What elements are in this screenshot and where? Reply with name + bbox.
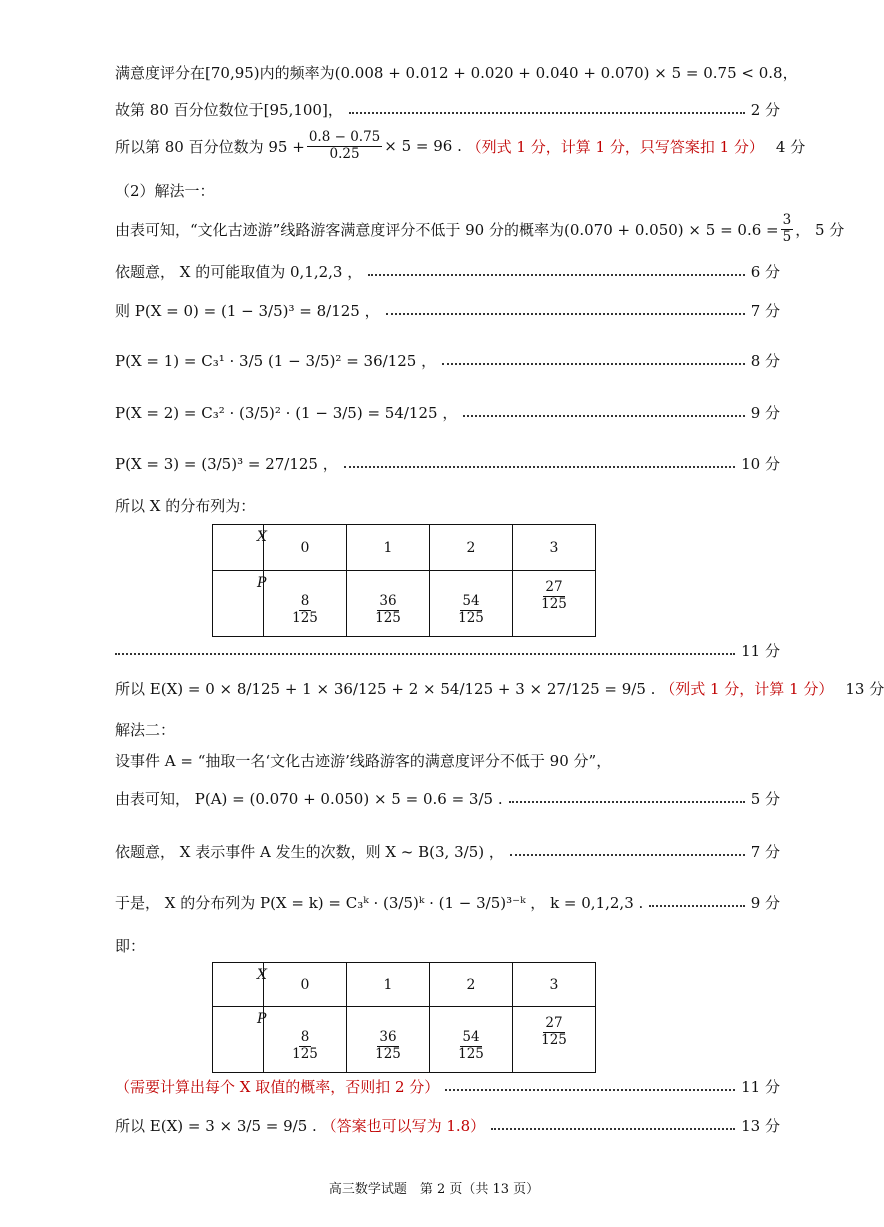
page-footer: 高三数学试题 第 2 页（共 13 页）: [328, 1182, 540, 1197]
score: 11 分: [741, 642, 780, 660]
p-value: $\frac{36}{125}$: [347, 571, 430, 637]
line-p3: P(X = 3) = (3/5)³ = 27/125 ， 10 分: [115, 455, 780, 473]
grading-note: （列式 1 分，计算 1 分）: [660, 680, 834, 698]
dot-leader: [368, 274, 744, 276]
score: 13 分: [741, 1117, 780, 1135]
score: 2 分: [750, 101, 780, 119]
x-value: 1: [347, 525, 430, 571]
line-possible-values: 依题意， X 的可能取值为 0,1,2,3 ， 6 分: [115, 263, 780, 281]
p-value: $\frac{54}{125}$: [430, 1007, 513, 1073]
score: 7 分: [750, 843, 780, 861]
score: 6 分: [750, 263, 780, 281]
grading-note: （答案也可以写为 1.8）: [321, 1117, 486, 1135]
line-general-distribution: 于是， X 的分布列为 P(X = k) = C₃ᵏ · (3/5)ᵏ · (1 − 3/5)³⁻ᵏ ， k = 0,1,2,3 . 9 分: [115, 894, 780, 912]
table-row-p: [213, 571, 596, 637]
score: 5 分: [750, 790, 780, 808]
line-p1: P(X = 1) = C₃¹ · 3/5 (1 − 3/5)² = 36/125 ， 8 分: [115, 352, 780, 370]
line-expectation: 所以 E(X) = 0 × 8/125 + 1 × 36/125 + 2 × 54/125 + 3 × 27/125 = 9/5 . （列式 1 分，计算 1 分） 13 分: [115, 680, 884, 698]
line-table2-note: [115, 1076, 780, 1097]
dot-leader: [491, 1128, 735, 1130]
score: 4 分: [775, 137, 806, 156]
score: 10 分: [741, 455, 780, 473]
line-p0: 则 P(X = 0) = (1 − 3/5)³ = 8/125 ， 7 分: [115, 302, 780, 320]
line-distribution-intro: 所以 X 的分布列为：: [115, 497, 256, 515]
line-event-probability: 由表可知， P(A) = (0.070 + 0.050) × 5 = 0.6 = 3/5 . 5 分: [115, 790, 780, 808]
row-header-p: P: [213, 571, 264, 637]
line-frequency: 满意度评分在[70,95)内的频率为(0.008 + 0.012 + 0.020 + 0.040 + 0.070) × 5 = 0.75 < 0.8，: [115, 64, 798, 82]
x-value: 2: [430, 963, 513, 1007]
line-percentile-value: 所以第 80 百分位数为 95 + $\frac{0.8 - 0.75}{0.25}$ × 5 = 96 . （列式 1 分，计算 1 分，只写答案扣 1 分） 4 分: [115, 129, 806, 162]
p-value: $\frac{27}{125}$: [513, 1007, 596, 1073]
score: ， 5 分: [795, 220, 845, 239]
row-header-x: X: [213, 525, 264, 571]
line-binomial: 依题意， X 表示事件 A 发生的次数，则 X ~ B(3, 3/5) ， 7 分: [115, 843, 780, 861]
x-value: 3: [513, 525, 596, 571]
row-header-x: X: [213, 963, 264, 1007]
score: 9 分: [750, 894, 780, 912]
dot-leader: [445, 1089, 735, 1091]
line-method-two: 解法二：: [115, 721, 176, 739]
line-expectation-2: 所以 E(X) = 3 × 3/5 = 9/5 . （答案也可以写为 1.8） 13 分: [115, 1117, 780, 1135]
line-table-score: [115, 640, 780, 661]
score: 7 分: [750, 302, 780, 320]
fraction: $\frac{0.8 - 0.75}{0.25}$: [308, 129, 381, 162]
p-value: $\frac{8}{125}$: [264, 1007, 347, 1073]
score: 11 分: [741, 1078, 780, 1096]
line-that-is: 即：: [115, 937, 146, 955]
dot-leader: [510, 854, 745, 856]
score: 13 分: [845, 680, 884, 698]
score: 9 分: [750, 404, 780, 422]
p-value: $\frac{36}{125}$: [347, 1007, 430, 1073]
x-value: 2: [430, 525, 513, 571]
score: 8 分: [750, 352, 780, 370]
dot-leader: [386, 313, 745, 315]
x-value: 0: [264, 963, 347, 1007]
x-value: 1: [347, 963, 430, 1007]
dot-leader: [344, 466, 735, 468]
line-method-one: （2）解法一：: [115, 182, 215, 200]
grading-note: （列式 1 分，计算 1 分，只写答案扣 1 分）: [466, 137, 764, 156]
x-value: 0: [264, 525, 347, 571]
table-row-x: [213, 963, 596, 1007]
x-value: 3: [513, 963, 596, 1007]
dot-leader: [442, 363, 745, 365]
table-row-x: [213, 525, 596, 571]
line-p2: P(X = 2) = C₃² · (3/5)² · (1 − 3/5) = 54/125 ， 9 分: [115, 404, 780, 422]
dot-leader: [115, 653, 735, 655]
p-value: $\frac{54}{125}$: [430, 571, 513, 637]
line-probability: 由表可知，“文化古迹游”线路游客满意度评分不低于 90 分的概率为(0.070 + 0.050) × 5 = 0.6 = $\frac{3}{5}$ ， 5 分: [115, 212, 845, 245]
line-event-definition: 设事件 A = “抽取一名‘文化古迹游’线路游客的满意度评分不低于 90 分”，: [115, 752, 612, 770]
p-value: $\frac{8}{125}$: [264, 571, 347, 637]
dot-leader: [649, 905, 744, 907]
grading-note: （需要计算出每个 X 取值的概率，否则扣 2 分）: [115, 1078, 440, 1096]
distribution-table-1: [212, 524, 596, 637]
distribution-table-2: [212, 962, 596, 1073]
dot-leader: [463, 415, 744, 417]
fraction: $\frac{3}{5}$: [782, 212, 792, 245]
dot-leader: [509, 801, 745, 803]
p-value: $\frac{27}{125}$: [513, 571, 596, 637]
dot-leader: [349, 112, 745, 114]
row-header-p: P: [213, 1007, 264, 1073]
line-percentile-location: 故第 80 百分位数位于[95,100]， 2 分: [115, 101, 780, 119]
table-row-p: [213, 1007, 596, 1073]
